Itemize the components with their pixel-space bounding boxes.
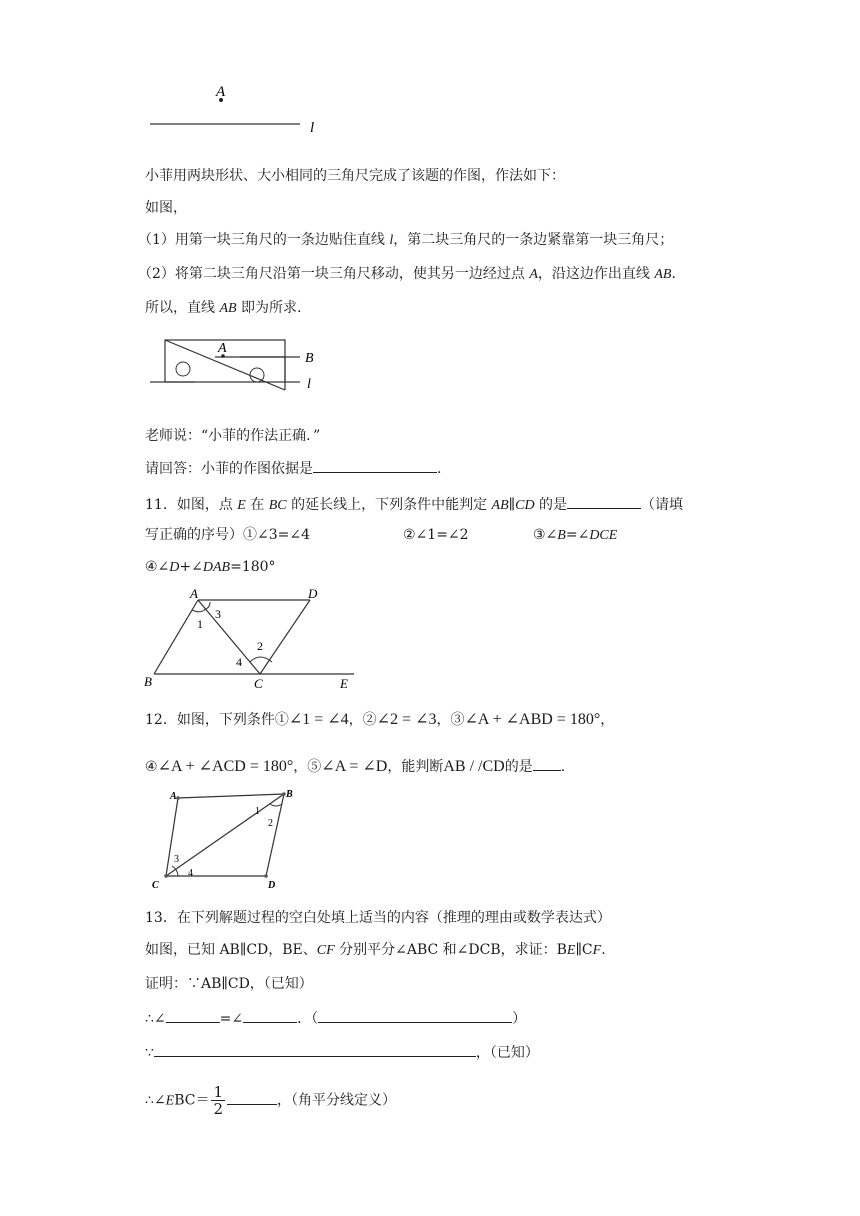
- paragraph-as-shown: 如图，: [145, 200, 187, 216]
- svg-text:1: 1: [255, 806, 260, 817]
- q13-title: 13．在下列解题过程的空白处填上适当的内容（推理的理由或数学表达式）: [145, 910, 611, 926]
- step-2: （2）将第二块三角尺沿第一块三角尺移动，使其另一边经过点 A，沿这边作出直线 AB.: [138, 266, 676, 282]
- svg-text:E: E: [340, 676, 348, 691]
- svg-text:D: D: [268, 880, 276, 891]
- figure-q11: [140, 588, 370, 692]
- figure-point-and-line: [140, 80, 340, 140]
- q13-step-3: ∴∠EBC＝ $\frac{1}{2}$ ，（角平分线定义）: [145, 1083, 397, 1118]
- q13-proof-start: 证明：∵AB∥CD，（已知）: [145, 976, 313, 992]
- q13-step-2: ∵ ，（已知）: [145, 1042, 539, 1063]
- svg-text:4: 4: [188, 868, 193, 879]
- svg-text:1: 1: [197, 617, 203, 631]
- q12-condition-4: ∠A + ∠ACD = 180°: [157, 758, 294, 775]
- svg-text:C: C: [254, 676, 263, 691]
- svg-text:A: A: [190, 588, 198, 601]
- q13-blank-angle-3[interactable]: [227, 1090, 277, 1105]
- teacher-comment: 老师说：“小菲的作法正确．”: [145, 428, 321, 444]
- q12-stem-line1: 12．如图，下列条件①∠1 = ∠4，②∠2 = ∠3，③∠A + ∠ABD = 180°，: [145, 711, 615, 728]
- q12-stem-line2: ④∠A + ∠ACD = 180°，⑤∠A = ∠D，能判断AB / /CD的是 .: [145, 758, 566, 775]
- q12-target: AB / /CD: [443, 758, 505, 775]
- q13-blank-angle-2[interactable]: [243, 1008, 297, 1023]
- q13-blank-angle-1[interactable]: [166, 1008, 220, 1023]
- question-basis: 请回答：小菲的作图依据是 .: [145, 458, 441, 479]
- svg-text:B: B: [286, 789, 293, 800]
- q11-options-line: 写正确的序号）①∠3=∠4: [145, 527, 311, 543]
- q11-stem: 11．如图，点 E 在 BC 的延长线上，下列条件中能判定 AB∥CD 的是 （请填: [145, 494, 683, 516]
- svg-text:3: 3: [174, 854, 179, 865]
- label-A: A: [218, 341, 227, 356]
- q11-option-2: ②∠1=∠2: [403, 527, 469, 543]
- svg-text:B: B: [144, 674, 152, 689]
- step-1: （1）用第一块三角尺的一条边贴住直线 l，第二块三角尺的一条边紧靠第一块三角尺；: [138, 232, 674, 248]
- label-l: l: [310, 120, 315, 136]
- step-conclusion: 所以，直线 AB 即为所求.: [145, 300, 302, 316]
- q12-condition-5: ∠A = ∠D: [321, 758, 388, 775]
- q13-blank-premise[interactable]: [154, 1042, 476, 1057]
- label-B: B: [305, 351, 314, 366]
- q12-condition-1: ∠1 = ∠4: [288, 711, 349, 728]
- q12-condition-2: ∠2 = ∠3: [376, 711, 437, 728]
- label-l: l: [307, 377, 311, 392]
- answer-blank-basis[interactable]: [313, 458, 437, 473]
- svg-text:A: A: [170, 791, 177, 802]
- svg-text:D: D: [308, 588, 318, 601]
- svg-text:2: 2: [268, 818, 273, 829]
- figure-q12: [148, 786, 308, 896]
- label-A: A: [216, 84, 226, 100]
- svg-text:2: 2: [257, 639, 263, 653]
- q13-step-1: ∴∠ =∠ ．（ ）: [145, 1008, 526, 1029]
- svg-text:C: C: [152, 880, 159, 891]
- fraction-one-half: $\frac{1}{2}$: [213, 1083, 224, 1118]
- q12-condition-3: ∠A + ∠ABD = 180°: [464, 711, 601, 728]
- q13-blank-reason-1[interactable]: [318, 1008, 512, 1023]
- q13-given: 如图，已知 AB∥CD，BE、CF 分别平分∠ABC 和∠DCB，求证：BE∥CF.: [145, 942, 606, 958]
- paragraph-intro: 小菲用两块形状、大小相同的三角尺完成了该题的作图，作法如下：: [145, 168, 565, 184]
- svg-text:3: 3: [215, 607, 221, 621]
- q12-answer-blank[interactable]: [533, 756, 561, 771]
- q11-option-3: ③∠B=∠DCE: [533, 527, 618, 543]
- q11-answer-blank[interactable]: [567, 494, 641, 509]
- figure-triangle-rulers: [145, 330, 345, 400]
- svg-text:4: 4: [236, 655, 242, 669]
- q11-option-4: ④∠D+∠DAB=180°: [145, 559, 276, 575]
